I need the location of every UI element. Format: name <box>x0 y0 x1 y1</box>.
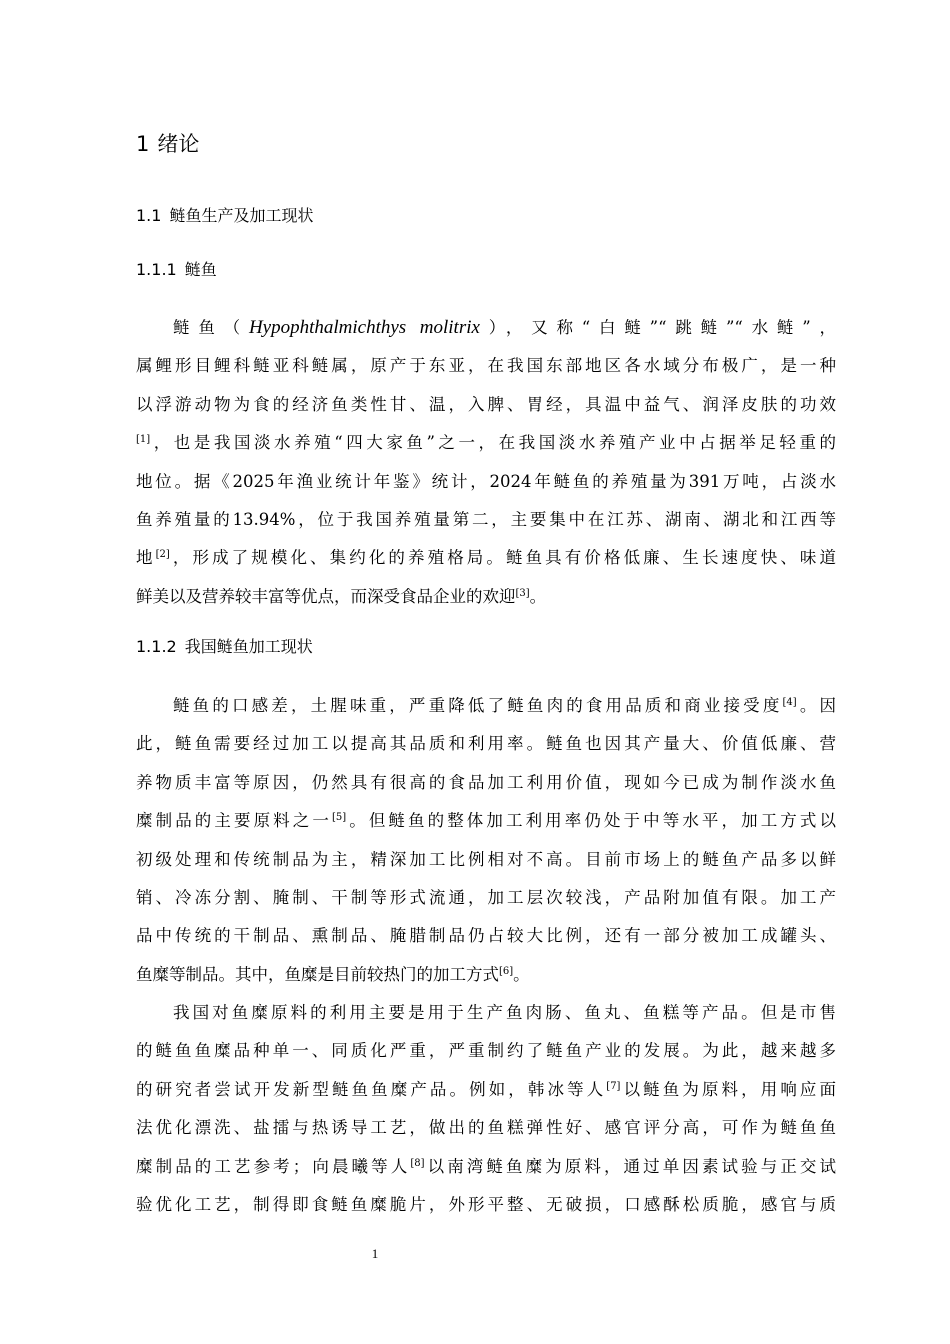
text-line: 初级处理和传统制品为主，精深加工比例相对不高。目前市场上的鲢鱼产品多以鲜 <box>136 849 836 869</box>
scientific-name: Hypophthalmichthys molitrix <box>248 317 480 338</box>
text-line <box>136 424 836 462</box>
text-line <box>136 687 836 725</box>
citation: [6] <box>499 965 514 977</box>
text-span: 糜制品的主要原料之一 <box>136 811 332 831</box>
paragraph-1 <box>136 309 836 616</box>
citation: [3] <box>515 587 530 599</box>
heading-number: 1.1 <box>136 206 162 225</box>
text-span: ，形成了规模化、集约化的养殖格局。鲢鱼具有价格低廉、生长速度快、味道 <box>169 548 837 568</box>
citation: [2] <box>155 549 170 561</box>
heading-number: 1.1.2 <box>136 637 177 656</box>
text-span: ，也是我国淡水养殖“四大家鱼”之一，在我国淡水养殖产业中占据举足轻重的 <box>150 433 836 453</box>
text-span: 糜制品的工艺参考；向晨曦等人 <box>136 1156 411 1176</box>
text-line: 此，鲢鱼需要经过加工以提高其品质和利用率。鲢鱼也因其产量大、价值低廉、营 <box>136 734 836 754</box>
text-line: 属鲤形目鲤科鲢亚科鲢属，原产于东亚，在我国东部地区各水域分布极广，是一种 <box>136 356 836 376</box>
citation: [5] <box>331 812 347 824</box>
text-line: 法优化漂洗、盐擂与热诱导工艺，做出的鱼糕弹性好、感官评分高，可作为鲢鱼鱼 <box>136 1118 836 1138</box>
page-number: 1 <box>371 1246 379 1261</box>
text-line <box>136 309 836 347</box>
text-line <box>136 578 836 616</box>
text-span: 。 <box>513 964 530 984</box>
chapter-heading <box>136 128 199 158</box>
text-span: 。但鲢鱼的整体加工利用率仍处于中等水平，加工方式以 <box>346 811 837 831</box>
heading-text: 鲢鱼 <box>184 260 217 279</box>
paragraph-3 <box>136 994 836 1224</box>
text-line: 验优化工艺，制得即食鲢鱼糜脆片，外形平整、无破损，口感酥松质脆，感官与质 <box>136 1194 836 1214</box>
text-line: 以浮游动物为食的经济鱼类性甘、温，入脾、胃经，具温中益气、润泽皮肤的功效 <box>136 394 836 414</box>
section-heading <box>136 203 313 226</box>
text-span: 以南湾鲢鱼糜为原料，通过单因素试验与正交试 <box>424 1156 837 1176</box>
paragraph-2 <box>136 687 836 994</box>
subsection-heading-silver-carp <box>136 257 217 280</box>
heading-text: 绪论 <box>157 132 200 156</box>
citation: [1] <box>136 434 151 446</box>
text-span: 鲢鱼（ <box>173 318 249 337</box>
heading-number: 1 <box>136 132 150 156</box>
text-span: 的研究者尝试开发新型鲢鱼鱼糜产品。例如，韩冰等人 <box>136 1079 607 1099</box>
text-line: 养物质丰富等原因，仍然具有很高的食品加工利用价值，现如今已成为制作淡水鱼 <box>136 772 836 792</box>
text-line <box>136 1071 836 1109</box>
text-line: 鱼养殖量的13.94%，位于我国养殖量第二，主要集中在江苏、湖南、湖北和江西等 <box>136 509 836 529</box>
citation: [4] <box>782 697 797 708</box>
text-span: 鱼糜等制品。其中，鱼糜是目前较热门的加工方式 <box>136 964 499 984</box>
text-span: 。因 <box>796 696 837 715</box>
text-span: 。 <box>529 586 547 606</box>
text-line <box>136 956 836 994</box>
text-line <box>136 539 836 577</box>
text-line <box>136 1148 836 1186</box>
text-line: 的鲢鱼鱼糜品种单一、同质化严重，严重制约了鲢鱼产业的发展。为此，越来越多 <box>136 1041 836 1061</box>
subsection-heading-processing <box>136 634 313 657</box>
text-line <box>136 802 836 840</box>
text-line: 地位。据《2025年渔业统计年鉴》统计，2024年鲢鱼的养殖量为391万吨，占淡水 <box>136 471 836 491</box>
text-span: 以鲢鱼为原料，用响应面 <box>620 1079 837 1099</box>
heading-number: 1.1.1 <box>136 260 177 279</box>
text-span: 鲢鱼的口感差，土腥味重，严重降低了鲢鱼肉的食用品质和商业接受度 <box>173 696 783 715</box>
text-span: ），又称“白鲢”“跳鲢”“水鲢”， <box>479 318 836 337</box>
citation: [7] <box>606 1080 621 1092</box>
text-span: 地 <box>136 548 156 568</box>
text-line: 我国对鱼糜原料的利用主要是用于生产鱼肉肠、鱼丸、鱼糕等产品。但是市售 <box>173 1003 836 1022</box>
text-span: 鲜美以及营养较丰富等优点，而深受食品企业的欢迎 <box>136 586 516 606</box>
text-line: 销、冷冻分割、腌制、干制等形式流通，加工层次较浅，产品附加值有限。加工产 <box>136 887 836 907</box>
heading-text: 我国鲢鱼加工现状 <box>184 637 313 656</box>
citation: [8] <box>410 1157 425 1169</box>
heading-text: 鲢鱼生产及加工现状 <box>169 206 314 225</box>
text-line: 品中传统的干制品、熏制品、腌腊制品仍占较大比例，还有一部分被加工成罐头、 <box>136 926 836 946</box>
